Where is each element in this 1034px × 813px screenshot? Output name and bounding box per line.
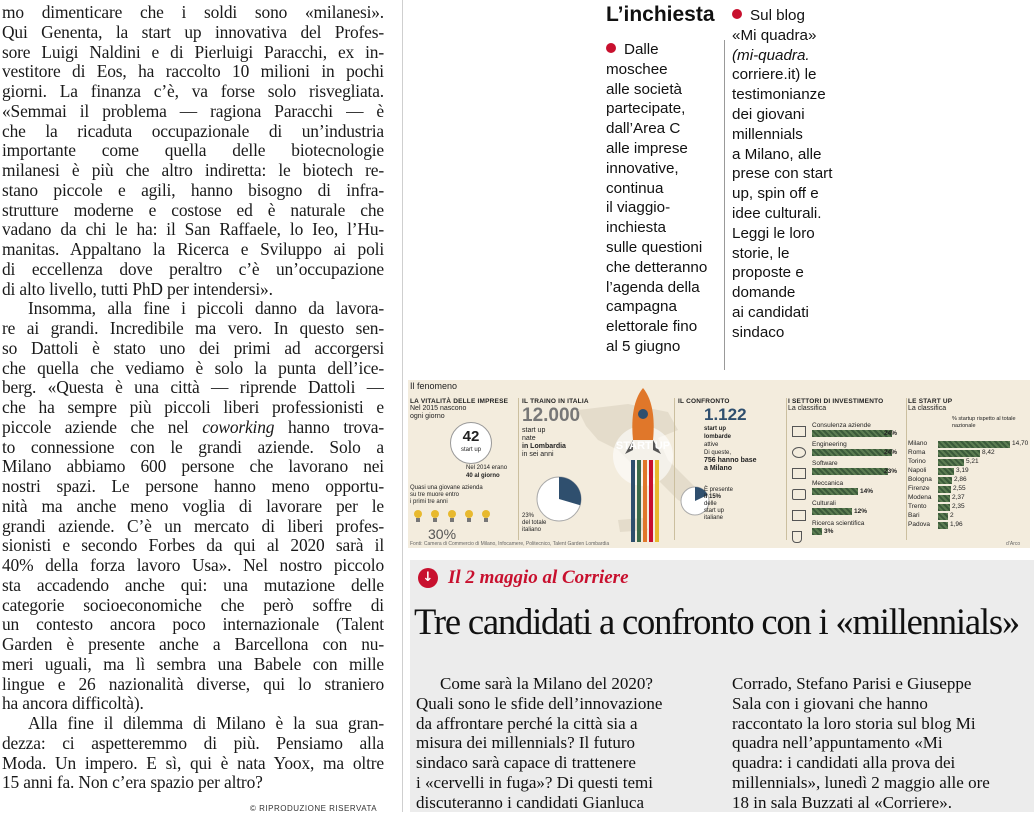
- inchiesta-line: inchiesta: [606, 219, 666, 237]
- panel-divider: [518, 398, 519, 540]
- article-line: ha ancora difficoltà).: [2, 694, 144, 714]
- sector-value: 14%: [860, 488, 874, 495]
- article-line: Qui Genenta, la start up innovativa del Profes-: [2, 22, 384, 42]
- panel-text: start up: [522, 427, 546, 434]
- panel-text: lombarde: [704, 434, 732, 440]
- inchiesta-line: continua: [606, 179, 664, 197]
- event-line: i «cervelli in fuga»? Di questi temi: [416, 772, 653, 792]
- article-line: dezza: ci aspetteremmo di più. Pensiamo alla: [2, 733, 384, 753]
- sector-name: Meccanica: [812, 480, 844, 487]
- panel-title: I SETTORI DI INVESTIMENTO: [788, 398, 884, 405]
- inchiesta-line: campagna: [606, 298, 677, 316]
- panel-settori: [788, 398, 904, 540]
- city-bar: [938, 486, 951, 493]
- inchiesta-line: testimonianze: [732, 86, 826, 104]
- city-value: 8,42: [982, 449, 995, 456]
- city-bar: [938, 441, 1010, 448]
- article-line: importante come quella delle biotecnologie: [2, 141, 384, 161]
- sector-bar: [812, 528, 822, 535]
- panel-title: LA VITALITÀ DELLE IMPRESE: [410, 398, 509, 405]
- event-line: raccontato la loro storia sul blog Mi: [732, 713, 976, 733]
- article-line: nostri spazi. Le persone hanno meno opportu-: [2, 477, 384, 496]
- percent-value: 30%: [428, 526, 457, 542]
- sector-icons: [792, 426, 806, 536]
- panel-text: La classifica: [908, 405, 947, 412]
- percent-value: 23%: [522, 513, 535, 519]
- city-bar: [938, 504, 950, 511]
- inchiesta-line: domande: [732, 284, 796, 302]
- inchiesta-line: proposte e: [732, 264, 804, 282]
- event-line: Come sarà la Milano del 2020?: [440, 674, 653, 693]
- city-name: Roma: [908, 449, 926, 456]
- sector-bar: [812, 508, 852, 515]
- city-value: 1,96: [950, 521, 963, 528]
- city-bar: [938, 468, 954, 475]
- sector-bar: [812, 488, 858, 495]
- inchiesta-line: partecipate,: [606, 100, 686, 118]
- panel-title: IL TRAINO IN ITALIA: [522, 398, 589, 405]
- inchiesta-line: alle società: [606, 80, 682, 98]
- city-name: Bari: [908, 512, 920, 519]
- event-line: quadra nell’appuntamento «Mi: [732, 733, 943, 753]
- article-column: [2, 3, 384, 793]
- panel-note: 40 al giorno: [466, 473, 500, 479]
- article-line: so Dattoli è stato uno dei primi ad accorgersi: [2, 338, 384, 358]
- start-up-total: 12.000: [522, 405, 581, 426]
- panel-text: delle: [704, 501, 717, 507]
- city-name: Bologna: [908, 476, 932, 483]
- lightbulbs-icon: [410, 506, 510, 526]
- column-divider: [402, 0, 403, 812]
- city-name: Padova: [908, 521, 931, 528]
- article-line: di eccellenza dove peraltro c’è un’occupazione: [2, 259, 384, 279]
- city-bar: [938, 522, 948, 529]
- inchiesta-line: a Milano, alle: [732, 145, 822, 163]
- infographic: [408, 380, 1030, 548]
- panel-text: in sei anni: [522, 451, 554, 458]
- article-line: strutture moderne e costose ed è naturale che: [2, 200, 384, 220]
- article-line: che ha sempre più piccoli liberi professionisti e: [2, 398, 384, 417]
- engineering-icon: [792, 447, 806, 458]
- article-line: 40% della forza lavoro Usa». Nel nostro piccolo: [2, 556, 384, 575]
- article-line: meri uguali, ma lì sembra una Babele con mille: [2, 654, 384, 674]
- event-line: Quali sono le sfide dell’innovazione: [416, 693, 663, 713]
- city-name: Modena: [908, 494, 932, 501]
- flask-icon: [792, 531, 802, 543]
- event-text-b: [732, 674, 1022, 813]
- panel-divider: [786, 398, 787, 540]
- event-line: Sala con i giovani che hanno: [732, 693, 928, 713]
- city-value: 5,21: [966, 458, 979, 465]
- inchiesta-line: «Mi quadra»: [732, 26, 817, 44]
- panel-divider: [674, 398, 675, 540]
- city-value: 2: [950, 512, 954, 519]
- panel-text: start up: [704, 426, 727, 432]
- event-kicker: Il 2 maggio al Corriere: [448, 567, 629, 588]
- panel-title: LE START UP: [908, 398, 953, 405]
- sector-name: Software: [812, 460, 838, 467]
- article-line: Milano abbiamo 600 persone che lavorano nei: [2, 457, 384, 477]
- italic-term: coworking: [202, 417, 275, 437]
- city-value: 3,19: [956, 467, 969, 474]
- city-bar: [938, 477, 952, 484]
- event-line: Corrado, Stefano Parisi e Giuseppe: [732, 674, 972, 693]
- event-text-a: [416, 674, 706, 813]
- article-line: categorie socioeconomiche che però soffre di: [2, 595, 384, 615]
- panel-text: È presente: [704, 487, 734, 493]
- sector-name: Consulenza aziende: [812, 422, 871, 429]
- start-up-count-badge: [450, 422, 492, 464]
- article-line: vadano da chi le ha: il San Raffaele, lo Ieo, l’Hu-: [2, 220, 384, 240]
- percent-value: il 15%: [704, 494, 722, 500]
- article-line: berg. «Questa è una città — riprende Dattoli —: [2, 378, 384, 398]
- event-line: quadra: i candidati alla prova dei: [732, 753, 956, 773]
- sector-value: 3%: [824, 528, 834, 535]
- panel-text: su tre muore entro: [410, 492, 460, 498]
- panel-text: attive: [704, 442, 719, 448]
- sector-value: 24%: [884, 449, 898, 456]
- sector-name: Ricerca scientifica: [812, 520, 865, 527]
- city-value: 2,35: [952, 503, 965, 510]
- city-value: 2,55: [953, 485, 966, 492]
- book-icon: [792, 510, 806, 521]
- sector-bar: [812, 430, 892, 437]
- panel-text: del totale: [522, 520, 547, 526]
- sector-value: 23%: [884, 468, 898, 475]
- inchiesta-line: Dalle: [624, 41, 659, 58]
- event-title: Tre candidati a confronto con i «millennials»: [414, 601, 1019, 642]
- panel-text: italiano: [522, 527, 542, 533]
- inchiesta-divider: [724, 40, 725, 370]
- article-line: Moda. Un impero. E sì, qui è nata Yoox, ma oltre: [2, 753, 384, 773]
- panel-text: start up: [704, 508, 725, 514]
- article-line: milanesi è più che altro indiretta: le biotech re-: [2, 161, 384, 180]
- inchiesta-line: al 5 giugno: [606, 337, 681, 355]
- inchiesta-line: dei giovani: [732, 105, 805, 123]
- inchiesta-line: ai candidati: [732, 303, 809, 321]
- bullet-dot-icon: [606, 43, 616, 53]
- article-line: to connessione con le grandi aziende. Solo a: [2, 437, 384, 457]
- sector-bar: [812, 468, 888, 475]
- article-line: che quella che vediamo è solo la punta dell’ice-: [2, 358, 384, 378]
- inchiesta-title: L’inchiesta: [606, 3, 715, 26]
- panel-text: Nel 2015 nascono: [410, 405, 467, 412]
- inchiesta-line: sulle questioni: [606, 238, 703, 256]
- article-line: di alto livello, tutti PhD per intendersi».: [2, 279, 273, 299]
- inchiesta-line: Leggi le loro: [732, 224, 815, 242]
- inchiesta-line: innovative,: [606, 159, 679, 177]
- article-line: mo dimenticare che i soldi sono «milanesi».: [2, 3, 384, 22]
- sector-name: Engineering: [812, 441, 847, 448]
- start-up-active: 1.122: [704, 405, 747, 424]
- panel-confronto: [678, 398, 778, 540]
- computer-icon: [792, 468, 806, 479]
- article-line: piccole aziende che nel coworking hanno trova-: [2, 417, 384, 437]
- article-line: «Semmai il problema — ragiona Paracchi — è: [2, 101, 384, 121]
- event-line: sindaco sarà capace di trattenere: [416, 753, 636, 773]
- start-up-count: 42: [462, 428, 480, 445]
- article-line: stano piccole e agili, hanno bisogno di infra-: [2, 180, 384, 200]
- city-name: Napoli: [908, 467, 927, 474]
- city-bar: [938, 459, 964, 466]
- infographic-credit: d’Arco: [1006, 541, 1021, 547]
- inchiesta-line: idee culturali.: [732, 204, 822, 222]
- inchiesta-line: che detteranno: [606, 258, 708, 276]
- panel-text: a Milano: [704, 465, 733, 472]
- article-line: nità ma anche meno voglia di lavorare per le: [2, 496, 384, 516]
- inchiesta-line: elettorale fino: [606, 318, 698, 336]
- bullet-dot-icon: [732, 9, 742, 19]
- rocket-icon: [603, 380, 683, 546]
- panel-note: Nel 2014 erano: [466, 465, 508, 471]
- inchiesta-line: corriere.it) le: [732, 66, 817, 84]
- article-line: sta accadendo anche qui: una mutazione delle: [2, 575, 384, 595]
- panel-title: IL CONFRONTO: [678, 398, 730, 405]
- infographic-header: Il fenomeno: [410, 381, 458, 391]
- panel-vitalita: [410, 398, 515, 540]
- city-bar: [938, 513, 948, 520]
- inchiesta-line: up, spin off e: [732, 185, 819, 203]
- inchiesta-line: moschee: [606, 60, 668, 78]
- city-value: 2,86: [954, 476, 967, 483]
- sector-value: 12%: [854, 508, 868, 515]
- infographic-source: Fonti: Camera di Commercio di Milano, Infocamere, Politecnico, Talent Garden Lombardia: [410, 541, 610, 547]
- city-value: 14,70: [1012, 440, 1029, 447]
- briefcase-icon: [792, 426, 806, 437]
- panel-start-up: [908, 398, 1029, 540]
- article-line: 15 anni fa. Non c’era spazio per altro?: [2, 773, 263, 793]
- event-line: discuteranno i candidati Gianluca: [416, 792, 644, 812]
- inchiesta-line: Sul blog: [750, 7, 805, 24]
- city-name: Trento: [908, 503, 927, 510]
- article-line: grandi aziende. C’è un mercato di liberi profes-: [2, 516, 384, 536]
- inchiesta-text-a: [606, 40, 724, 357]
- article-line: Alla fine il dilemma di Milano è la sua gran-: [28, 714, 384, 733]
- city-name: Torino: [908, 458, 926, 465]
- city-bar: [938, 495, 950, 502]
- start-up-label: START UP: [615, 440, 671, 452]
- article-line: giorni. La finanza c’è, va forse solo risvegliata.: [2, 82, 384, 101]
- inchiesta-line: il viaggio-: [606, 199, 671, 217]
- city-value: 2,37: [952, 494, 965, 501]
- panel-text: 756 hanno base: [704, 457, 757, 464]
- inchiesta-line: millennials: [732, 125, 803, 143]
- article-line: Insomma, alla fine i piccoli danno da lavora-: [28, 299, 384, 319]
- inchiesta-line: dall’Area C: [606, 120, 681, 138]
- inchiesta-line: l’agenda della: [606, 278, 700, 296]
- inchiesta-line: prese con start: [732, 165, 833, 183]
- panel-text: i primi tre anni: [410, 499, 448, 505]
- article-line: sore Luigi Naldini e di Pierluigi Paracchi, ex in-: [2, 42, 384, 62]
- article-line: sionisti e secondo Forbes da qui al 2020 sarà il: [2, 536, 384, 556]
- panel-text: italiane: [704, 515, 724, 521]
- article-line: vestitore di Eos, ha raccolto 10 milioni in pochi: [2, 62, 384, 82]
- city-bar: [938, 450, 980, 457]
- panel-divider: [906, 398, 907, 540]
- article-line: manitas. Appaltano la Ricerca e Sviluppo ai poli: [2, 240, 384, 259]
- panel-text: nate: [522, 435, 536, 442]
- article-line: Garden è presente anche a Barcellona con nu-: [2, 635, 384, 654]
- sector-value: 24%: [884, 430, 898, 437]
- article-line: re ai grandi. Incredibile ma vero. In questo sen-: [2, 319, 384, 338]
- article-line: lingue e 26 nazionalità diverse, qui lo straniero: [2, 674, 384, 694]
- city-name: Firenze: [908, 485, 930, 492]
- inchiesta-link[interactable]: (mi-quadra.: [732, 46, 810, 64]
- inchiesta-line: alle imprese: [606, 139, 688, 157]
- event-line: da affrontare perché la città sia a: [416, 713, 638, 733]
- event-line: millennials», lunedì 2 maggio alle ore: [732, 772, 990, 792]
- event-box: [410, 560, 1034, 812]
- panel-text: Quasi una giovane azienda: [410, 485, 483, 491]
- event-line: misura dei millennials? Il futuro: [416, 733, 636, 753]
- start-up-count-label: start up: [460, 447, 481, 453]
- copyright-notice: © RIPRODUZIONE RISERVATA: [250, 804, 378, 813]
- event-line: 18 in sala Buzzati al «Corriere».: [732, 792, 952, 812]
- panel-text: La classifica: [788, 405, 827, 412]
- city-name: Milano: [908, 440, 928, 447]
- sector-bar: [812, 449, 892, 456]
- panel-text: in Lombardia: [522, 443, 566, 450]
- arrow-down-icon: ↓: [418, 568, 438, 588]
- sector-name: Culturali: [812, 500, 836, 507]
- inchiesta-line: storie, le: [732, 244, 790, 262]
- inchiesta-text-b: [732, 6, 842, 343]
- panel-text: ogni giorno: [410, 413, 445, 420]
- article-line: che la ricaduta occupazionale di un’industria: [2, 121, 384, 141]
- column-header: % startup rispetto al totale nazionale: [952, 416, 1016, 429]
- inchiesta-line: sindaco: [732, 323, 785, 341]
- panel-text: Di queste,: [704, 450, 732, 456]
- gear-icon: [792, 489, 806, 500]
- article-line: un contesto ancora poco internazionale (Talent: [2, 615, 384, 635]
